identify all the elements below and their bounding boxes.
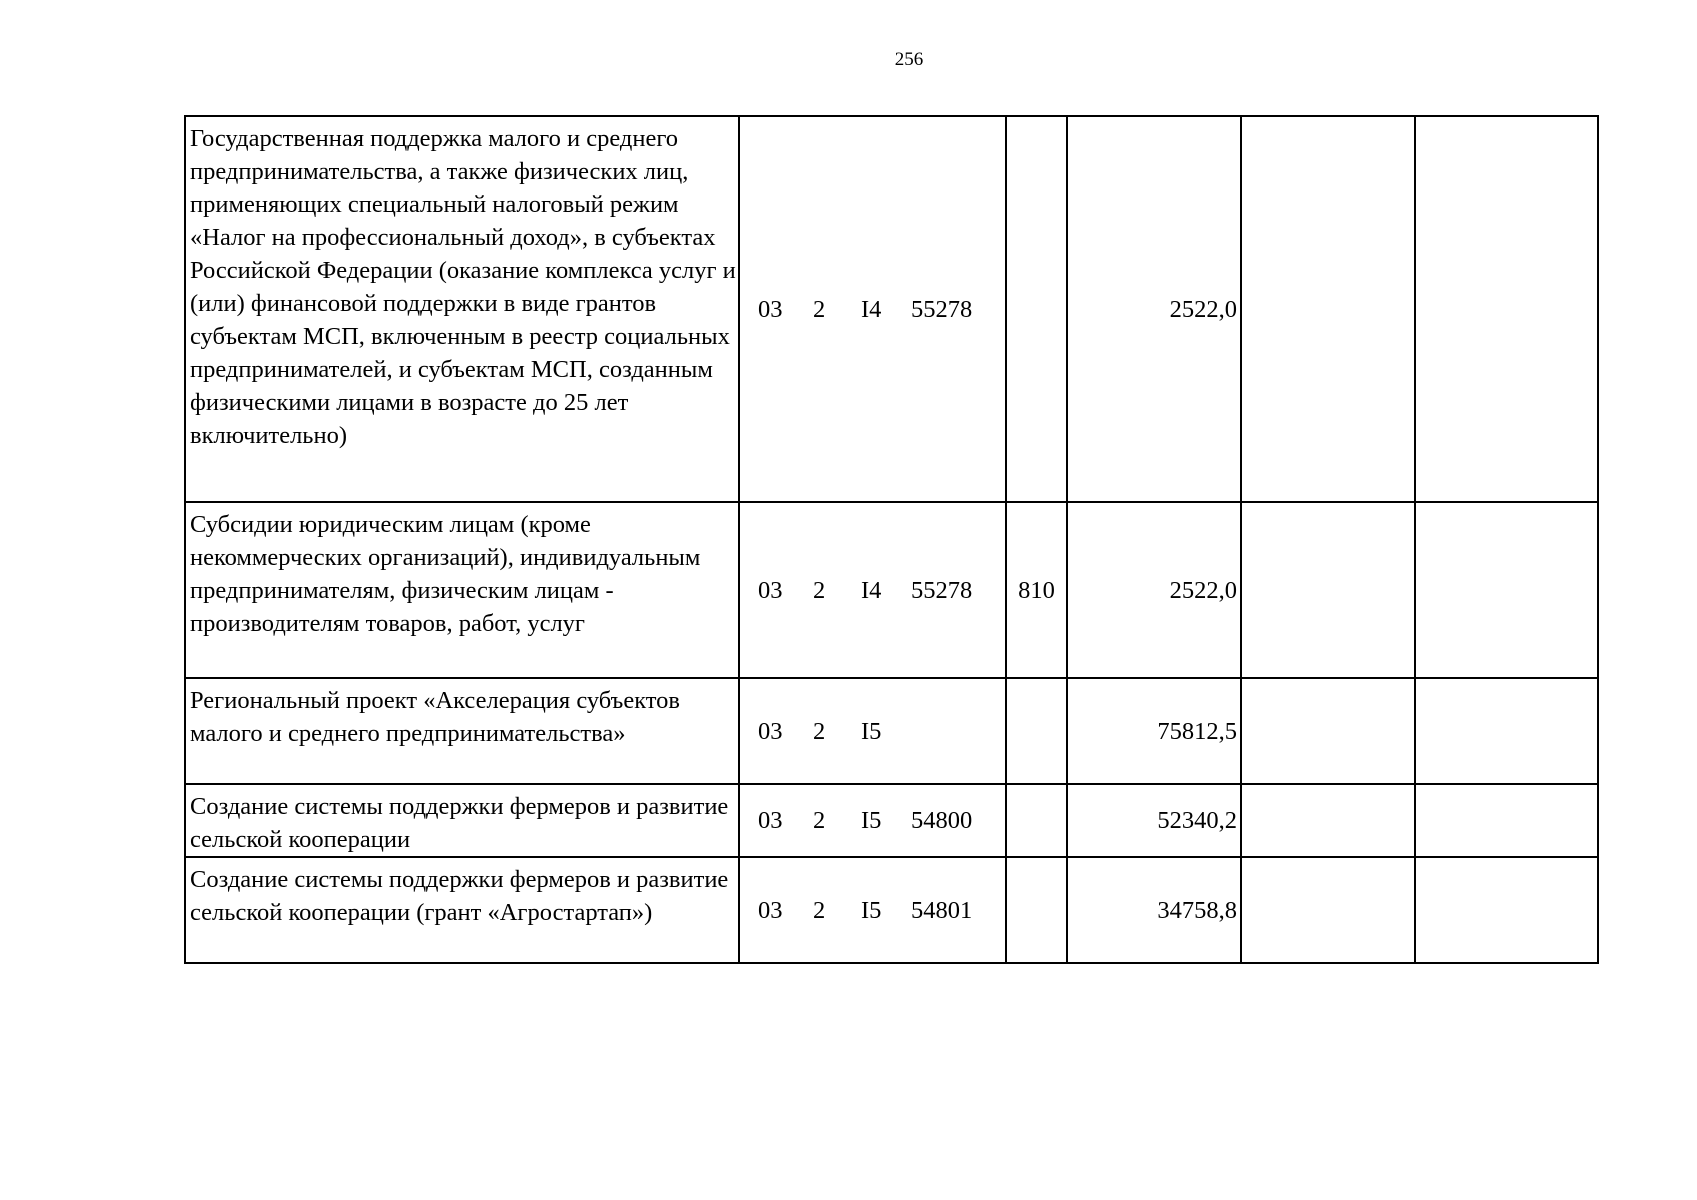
direction-code: 55278 — [911, 295, 973, 323]
table-row — [185, 502, 1598, 678]
amount-cell: 34758,8 — [1067, 857, 1241, 963]
table-row — [185, 857, 1598, 963]
kvr-cell — [1006, 116, 1067, 502]
project-code: I5 — [861, 896, 882, 924]
empty-cell-7 — [1241, 116, 1415, 502]
direction-code: 54801 — [911, 896, 973, 924]
subprogram-code: 2 — [813, 896, 826, 924]
empty-cell-8 — [1415, 502, 1598, 678]
amount-cell: 75812,5 — [1067, 678, 1241, 784]
program-code: 03 — [758, 807, 783, 834]
amount-cell: 52340,2 — [1067, 784, 1241, 857]
budget-table — [184, 115, 1599, 964]
page-number: 256 — [894, 49, 924, 70]
subprogram-code: 2 — [813, 295, 826, 323]
row-name-text: Создание системы поддержки фермеров и развитие сельской кооперации (грант «Агростартап») — [190, 866, 729, 926]
codes-cell — [739, 678, 1006, 784]
project-code: I4 — [861, 576, 882, 604]
codes-cell — [739, 784, 1006, 857]
program-code: 03 — [758, 717, 783, 745]
row-name-cell — [185, 857, 739, 963]
row-name-text: Создание системы поддержки фермеров и развитие сельской кооперации — [190, 793, 729, 853]
project-code: I4 — [861, 295, 882, 323]
direction-code: 54800 — [911, 807, 973, 834]
table-row — [185, 678, 1598, 784]
row-name-cell — [185, 116, 739, 502]
subprogram-code: 2 — [813, 576, 826, 604]
codes-cell — [739, 857, 1006, 963]
program-code: 03 — [758, 295, 783, 323]
codes-cell — [739, 502, 1006, 678]
kvr-cell — [1006, 857, 1067, 963]
row-name-cell — [185, 678, 739, 784]
empty-cell-7 — [1241, 678, 1415, 784]
kvr-cell — [1006, 678, 1067, 784]
row-name-cell — [185, 784, 739, 857]
kvr-cell: 810 — [1006, 502, 1067, 678]
row-name-cell — [185, 502, 739, 678]
amount-cell: 2522,0 — [1067, 116, 1241, 502]
empty-cell-7 — [1241, 784, 1415, 857]
codes-cell — [739, 116, 1006, 502]
row-name-text: Субсидии юридическим лицам (кроме некоммерческих организаций), индивидуальным предпринимателям, физическим лицам - производителям товаров, работ, услуг — [190, 511, 701, 637]
project-code: I5 — [861, 717, 882, 745]
empty-cell-7 — [1241, 857, 1415, 963]
row-name-text: Государственная поддержка малого и среднего предпринимательства, а также физических лиц, применяющих специальный налоговый режим «Налог на профессиональный доход», в субъектах Российской Федерации (оказание комплекса услуг и (или) финансовой поддержки в виде грантов субъектам МСП, включенным в реестр социальных предпринимателей, и субъектам МСП, созданным физическими лицами в возрасте до 25 лет включительно) — [190, 125, 736, 449]
subprogram-code: 2 — [813, 717, 826, 745]
kvr-cell — [1006, 784, 1067, 857]
direction-code: 55278 — [911, 576, 973, 604]
empty-cell-8 — [1415, 784, 1598, 857]
empty-cell-8 — [1415, 857, 1598, 963]
program-code: 03 — [758, 576, 783, 604]
empty-cell-8 — [1415, 678, 1598, 784]
empty-cell-8 — [1415, 116, 1598, 502]
program-code: 03 — [758, 896, 783, 924]
table-row — [185, 784, 1598, 857]
empty-cell-7 — [1241, 502, 1415, 678]
row-name-text: Региональный проект «Акселерация субъектов малого и среднего предпринимательства» — [190, 687, 680, 747]
project-code: I5 — [861, 807, 882, 834]
amount-cell: 2522,0 — [1067, 502, 1241, 678]
subprogram-code: 2 — [813, 807, 826, 834]
table-row — [185, 116, 1598, 502]
